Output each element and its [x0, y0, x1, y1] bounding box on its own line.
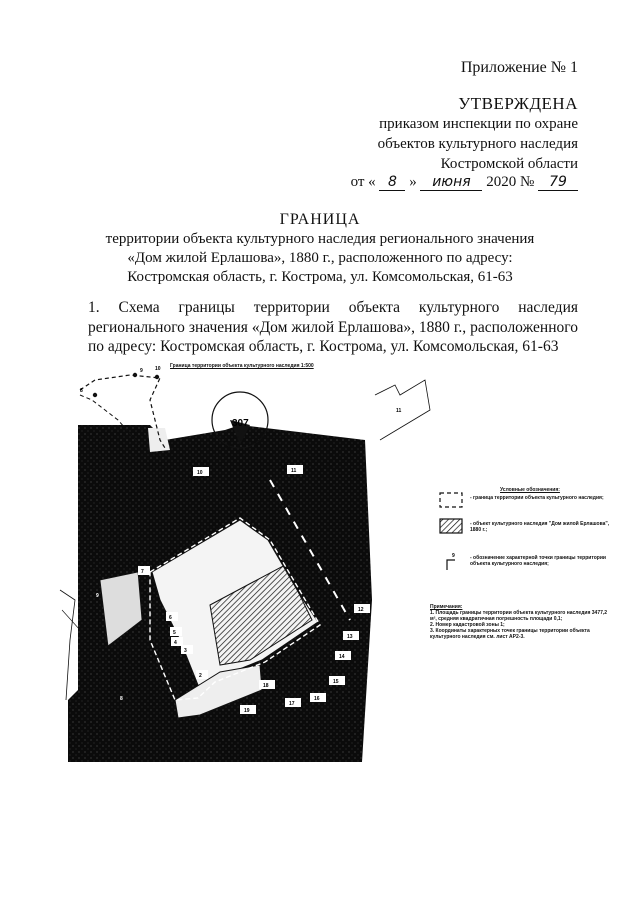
- zone-label-6: 6: [169, 615, 172, 621]
- adjacent-building: [375, 380, 430, 440]
- date-prefix: от «: [350, 174, 376, 190]
- legend-title: Условные обозначения:: [500, 487, 560, 493]
- zone-label-3: 3: [184, 648, 187, 654]
- legend-item-object: - объект культурного наследия "Дом жилой Ерлашова", 1880 г.;: [470, 521, 610, 533]
- note-3: 3. Координаты характерных точек границы территории объекта культурного наследия см. лист АР2-3.: [430, 628, 590, 640]
- map-notes: [430, 604, 610, 640]
- order-line-1: приказом инспекции по охране: [379, 116, 578, 132]
- zone-label-13: 13: [347, 634, 353, 640]
- zone-label-5: 5: [173, 630, 176, 636]
- zone-label-11: 11: [291, 468, 297, 474]
- zone-label-4: 4: [174, 640, 177, 646]
- date-day: 8: [379, 174, 405, 191]
- title-line-3: Костромская область, г. Кострома, ул. Комсомольская, 61-63: [127, 269, 513, 285]
- legend-boundary-symbol: [440, 493, 462, 507]
- date-mid: »: [409, 174, 417, 190]
- svg-text:10: 10: [155, 366, 161, 372]
- margin-lines: [60, 590, 80, 700]
- title-line-2: «Дом жилой Ерлашова», 1880 г., расположенного по адресу:: [127, 250, 513, 266]
- note-1: 1. Площадь границы территории объекта культурного наследия 3477,2 м², средняя квадратичная погрешность площади 0,1;: [430, 610, 608, 622]
- circle-label: 307: [232, 418, 249, 429]
- document-title: ГРАНИЦА: [279, 211, 361, 228]
- zone-label-8: 8: [120, 696, 123, 702]
- order-line-2: объектов культурного наследия: [377, 136, 578, 152]
- legend-item-boundary: - граница территории объекта культурного наследия;: [470, 495, 604, 501]
- annex-label: Приложение № 1: [460, 59, 578, 76]
- legend-object-symbol: [440, 519, 462, 533]
- order-line-3: Костромской области: [440, 156, 578, 172]
- notes-title: Примечания:: [430, 604, 463, 610]
- zone-label-9: 9: [96, 593, 99, 599]
- svg-text:8: 8: [80, 388, 83, 394]
- paragraph-line-3: по адресу: Костромская область, г. Кострома, ул. Комсомольская, 61-63: [88, 338, 559, 355]
- zone-label-15: 15: [333, 679, 339, 685]
- title-line-1: территории объекта культурного наследия регионального значения: [105, 231, 535, 247]
- zone-label-10: 10: [197, 470, 203, 476]
- zone-label-16: 16: [314, 696, 320, 702]
- approved-label: УТВЕРЖДЕНА: [458, 94, 578, 113]
- zone-label-14: 14: [339, 654, 345, 660]
- zone-label-12: 12: [358, 607, 364, 613]
- order-number: 79: [538, 174, 578, 191]
- legend-point-symbol: [447, 560, 455, 570]
- legend-point-number: 9: [452, 553, 455, 559]
- zone-label-2: 2: [199, 673, 202, 679]
- paragraph-line-1: 1. Схема границы территории объекта культурного наследия: [88, 299, 578, 316]
- note-2: 2. Номер кадастровой зоны 1;: [430, 622, 505, 628]
- date-year: 2020 №: [486, 174, 535, 190]
- legend-symbols: [440, 493, 462, 570]
- zone-label-19: 19: [244, 708, 250, 714]
- legend-item-point: - обозначение характерной точки границы территории объекта культурного наследия;: [470, 555, 606, 567]
- zone-label-11b: 11: [396, 408, 402, 414]
- paragraph-line-2: регионального значения «Дом жилой Ерлашова», 1880 г., расположенного: [88, 319, 578, 336]
- zone-label-17: 17: [289, 701, 295, 707]
- svg-text:9: 9: [140, 368, 143, 374]
- date-month: июня: [420, 174, 482, 191]
- zone-label-18: 18: [263, 683, 269, 689]
- zone-label-7: 7: [141, 569, 144, 575]
- map-caption: Граница территории объекта культурного наследия 1:500: [170, 363, 314, 369]
